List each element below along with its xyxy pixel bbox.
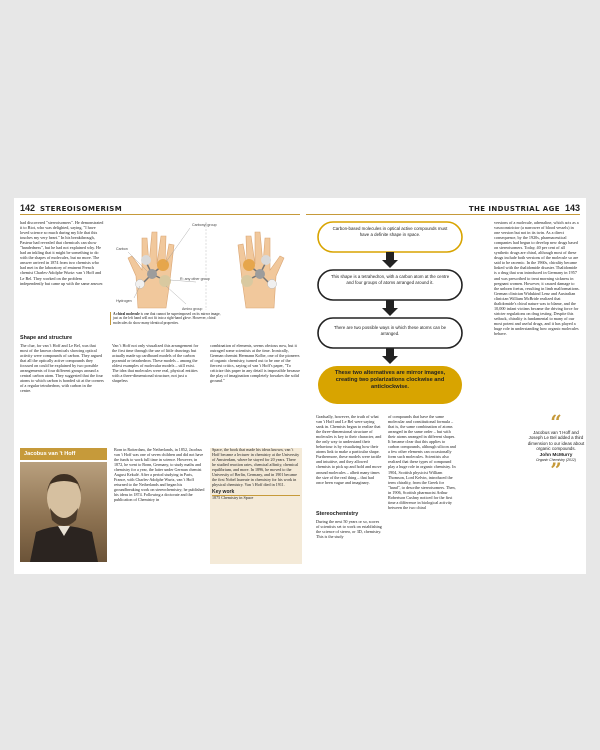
chiral-hands-diagram xyxy=(108,218,304,314)
right-page xyxy=(306,198,586,574)
label-carbonyl: Carbonyl group xyxy=(192,223,217,227)
portrait-photo xyxy=(20,462,107,562)
key-work-entry: 1875 Chemistry in Space xyxy=(212,494,254,500)
bio-column-2-text: Space, the book that made his ideas known, van 't Hoff became a lecturer in chemistry at the University of Amsterdam, where he stayed for 20 years. There he studied reaction rates, chemical affinity, chemical equilibrium, and more. In 1896, he moved to the University of Berlin, Germany, and in 1901 became the first Nobel laureate in chemistry for his work in physical chemistry. Van 't Hoff died in 1911. xyxy=(212,447,300,487)
bio-column-2 xyxy=(210,448,302,564)
quote-author: John McMurry xyxy=(539,452,573,458)
right-body-column-2: of compounds that have the same molecular and constitutional formula – that is, the same combination of atoms arranged in the same order – but with their atoms arranged in different shapes. It became clear that this applies to carbon compounds, although silicon and a few other elements can occasionally form such molecules. Scientists also realized that these types of compound play a huge role in organic chemistry. In 1904, Scottish physicist William Thomson, Lord Kelvin, introduced the term chirality, from the Greek for "hand", to describe stereoisomers. Then, in 1906, Scottish pharmacist Arthur Robertson Cushny noticed for the first time a difference in biological activity between the two chiral xyxy=(388,414,456,510)
left-page xyxy=(14,198,306,574)
label-amino: Amino group xyxy=(182,307,203,311)
bio-title: Jacobus van 't Hoff xyxy=(20,448,107,460)
right-page-header xyxy=(469,203,580,214)
caption-text: is one that cannot be superimposed on its mirror image, just as the left hand will not fit into a right-hand glove. However, chiral molecules do show many identical properties. xyxy=(113,312,221,325)
open-quote-icon: “ xyxy=(550,410,562,434)
label-carbon: Carbon xyxy=(116,247,128,251)
flow-step-1: Carbon-based molecules in optical active compounds must have a definite shape in space. xyxy=(332,226,448,237)
flow-step-3: There are two possible ways in which these atoms can be arranged. xyxy=(333,325,447,336)
right-body-column-1: Gradually, however, the truth of what van 't Hoff and Le Bel were saying sank in. Chemists began to realize that the three-dimensional structure of molecules is key to their character, and the only way to understand their behaviour is by visualizing how their atoms link to make a particular shape. Furthermore, these models were tactile and intuitive, and they allowed chemists to pick up and hold and move around molecules – albeit many times the size of the real thing – that had once been vague and imaginary. xyxy=(316,414,382,485)
label-hydrogen: Hydrogen xyxy=(116,299,132,303)
body-column-2: Van 't Hoff not only visualized this arrangement for the first time through the use of little drawings but actually made up cardboard models of the carbon pyramid or tetrahedron. These models – among the oldest examples of molecular models – still exist. The idea that molecules were real, physical entities with a three-dimensional structure, not just a shapeless xyxy=(112,343,199,384)
right-header-title: THE INDUSTRIAL AGE xyxy=(468,205,560,213)
left-page-header xyxy=(20,203,122,214)
flow-step-4: These two alternatives are mirror images, creating two polarizations clockwise and anticlockwise. xyxy=(334,370,446,390)
biography-box xyxy=(20,448,305,564)
flow-step-2: This shape is a tetrahedron, with a carbon atom at the centre and four groups of atoms arranged around it. xyxy=(330,274,450,285)
key-work-label: Key work xyxy=(212,490,300,496)
shape-column: The clue, for van 't Hoff and Le Bel, was that most of the known chemicals showing optical activity were compounds of carbon. They argued that all the optically active compounds they focused on could be explained by two possible arrangements of four different groups around a central carbon atom. They suggested that the four atoms to which carbon is bonded sit at the corners of a regular tetrahedron, with carbon in the centre. xyxy=(20,343,104,394)
close-quote-icon: ” xyxy=(550,457,562,482)
subhead-shape-structure: Shape and structure xyxy=(20,335,73,341)
intro-column: had discovered "stereoisomers". He demonstrated it to Biot, who was delighted, saying, "I have loved science so much during my life that this touches my very heart." In his breakthrough, Pasteur had revealed that chemicals can show "handedness", but he had not explained why. He had an inkling that it might be something to do with the shapes of molecules, but no more. The answer arrived in 1874 from two chemists who had met in the laboratory of eminent French chemist Charles-Adolphe Wurtz: van 't Hoff and Le Bel. They worked on the problem independently but came up with the same answer. xyxy=(20,220,104,286)
right-body-column-3: versions of a molecule, adrenaline, which acts as a vasoconstrictor (a narrower of blood vessels) in one version but not in its twin. As a direct consequence, by the 1920s, pharmaceutical companies had begun to develop new drugs based on stereoisomers. Today, 40 per cent of all synthetic drugs are chiral, although most of these drugs include both versions of the molecule so are said to be racemic. In the 1960s, chirality became linked with the thalidomide disaster. Thalidomide is a drug that was introduced in Germany in 1957 and was prescribed to treat morning sickness in pregnant women. However, it caused damage to the unborn foetus, resulting in limb malformations. German clinician Widukind Lenz and Australian clinician William McBride realized that thalidomide's chiral nature was to blame, and the 10,000 infant victims became the driving force for stricter regulations on drug testing. Despite this setback, chirality is fundamental to many of our most potent and useful drugs, and it has played a huge role in understanding how organic molecules behave. xyxy=(494,220,580,337)
bio-column-1: Born in Rotterdam, the Netherlands, in 1852, Jacobus van 't Hoff was one of seven children and did not have the funds to work full time in science. However, in 1872, he went to Bonn, Germany, to study maths and chemistry for a year, the latter under German chemist August Kekulé. After a period studying in Paris, France, with Charles-Adolphe Wurtz, van 't Hoff returned to the Netherlands and began his groundbreaking work on stereochemistry; he published his ideas in 1874. Following a doctorate and the publication of Chemistry in xyxy=(114,447,205,502)
subhead-stereochemistry: Stereochemistry xyxy=(316,511,359,517)
stereo-column: During the next 50 years or so, scores of scientists set to work on establishing the science of stereo, or 3D, chemistry. This is the study xyxy=(316,519,382,540)
label-r-group: R: any other group xyxy=(180,277,210,281)
left-header-rule xyxy=(20,214,300,215)
quote-source: Organic Chemistry (2012) xyxy=(535,457,577,462)
caption-bold: A chiral molecule xyxy=(113,312,140,316)
flowchart xyxy=(316,218,464,408)
quote-text: Jacobus van 't Hoff and Joseph Le Bel added a third dimension to our ideas about organic compounds. xyxy=(527,430,585,452)
left-header-title: STEREOISOMERISM xyxy=(40,205,123,213)
body-column-3: combination of elements, seems obvious now, but it outraged some scientists at the time. Ironically, German chemist Hermann Kolbe, one of the pioneers of organic chemistry, turned out to be one of the fiercest critics, saying of van 't Hoff's paper, "To criticize this paper in any detail is impossible because the play of imagination completely forsakes the solid ground." xyxy=(210,343,300,384)
pull-quote xyxy=(526,410,586,534)
diagram-caption xyxy=(110,312,225,325)
right-page-number: 143 xyxy=(564,203,580,213)
left-page-number: 142 xyxy=(20,203,36,213)
right-header-rule xyxy=(306,214,580,215)
